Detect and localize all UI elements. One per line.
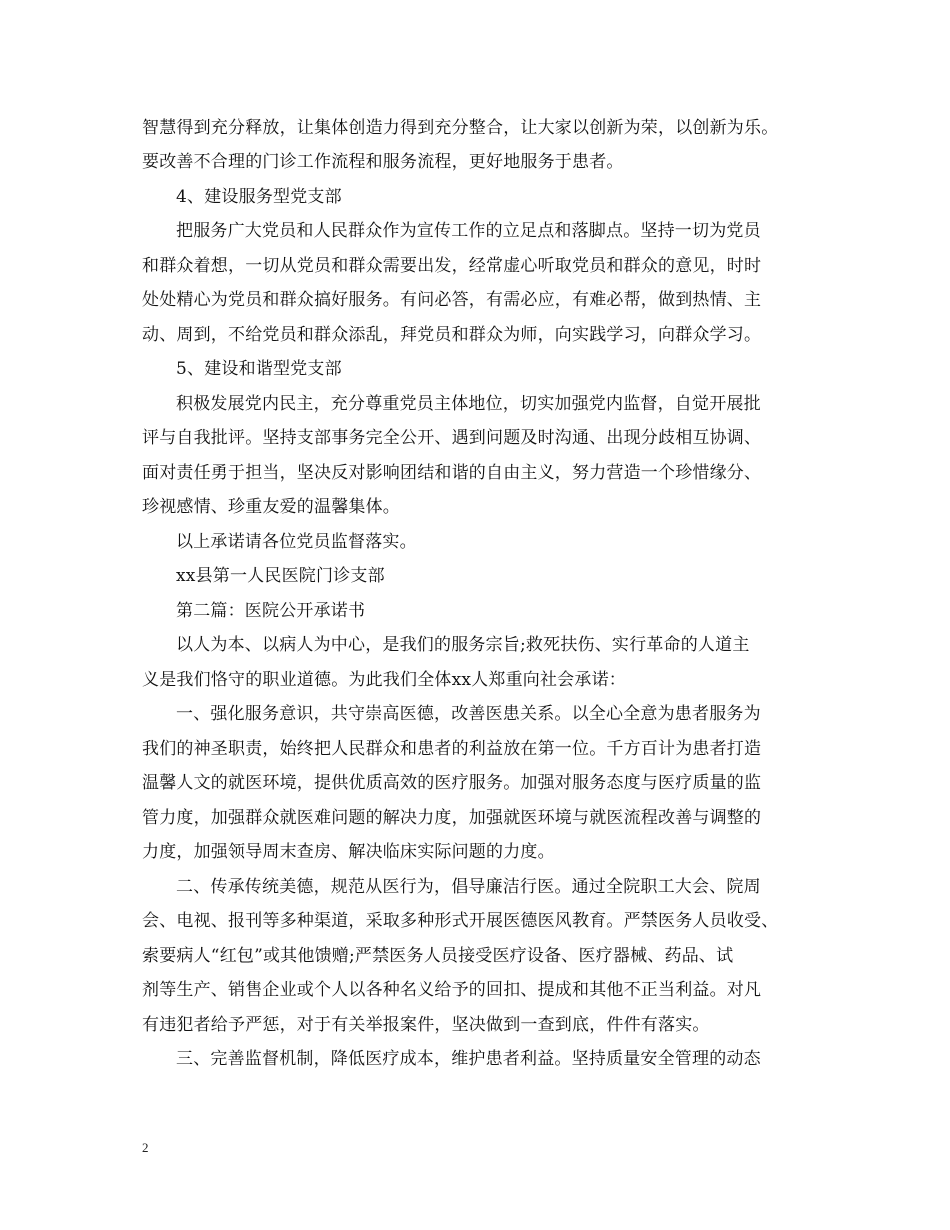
text-line: 索要病人“红包”或其他馈赠;严禁医务人员接受医疗设备、医疗器械、药品、试 <box>142 946 734 966</box>
section-heading: 第二篇：医院公开承诺书 <box>176 601 366 621</box>
text-line: 动、周到，不给党员和群众添乱，拜党员和群众为师，向实践学习，向群众学习。 <box>142 325 762 345</box>
text-line: 力度，加强领导周末查房、解决临床实际问题的力度。 <box>142 842 555 862</box>
text-line: 温馨人文的就医环境，提供优质高效的医疗服务。加强对服务态度与医疗质量的监 <box>142 773 762 793</box>
text-line: 义是我们恪守的职业道德。为此我们全体xx人郑重向社会承诺： <box>142 670 626 690</box>
text-line: 珍视感情、珍重友爱的温馨集体。 <box>142 497 400 517</box>
text-line: 面对责任勇于担当，坚决反对影响团结和谐的自由主义，努力营造一个珍惜缘分、 <box>142 463 762 483</box>
page-number: 2 <box>142 1140 149 1155</box>
text-line: 一、强化服务意识，共守崇高医德，改善医患关系。以全心全意为患者服务为 <box>176 704 761 724</box>
section-heading: 5、建设和谐型党支部 <box>176 359 342 379</box>
text-line: 有违犯者给予严惩，对于有关举报案件，坚决做到一查到底，件件有落实。 <box>142 1015 710 1035</box>
text-line: 三、完善监督机制，降低医疗成本，维护患者利益。坚持质量安全管理的动态 <box>176 1049 761 1069</box>
text-line: 二、传承传统美德，规范从医行为，倡导廉洁行医。通过全院职工大会、院周 <box>176 877 761 897</box>
text-line: 我们的神圣职责，始终把人民群众和患者的利益放在第一位。千方百计为患者打造 <box>142 739 762 759</box>
text-line: 处处精心为党员和群众搞好服务。有问必答，有需必应，有难必帮，做到热情、主 <box>142 290 762 310</box>
text-line: 以人为本、以病人为中心，是我们的服务宗旨;救死扶伤、实行革命的人道主 <box>176 635 750 655</box>
text-line: 把服务广大党员和人民群众作为宣传工作的立足点和落脚点。坚持一切为党员 <box>176 221 761 241</box>
text-line: 和群众着想，一切从党员和群众需要出发，经常虚心听取党员和群众的意见，时时 <box>142 256 762 276</box>
text-line: 智慧得到充分释放，让集体创造力得到充分整合，让大家以创新为荣，以创新为乐。 <box>142 118 779 138</box>
text-line: 以上承诺请各位党员监督落实。 <box>176 532 417 552</box>
text-line: 评与自我批评。坚持支部事务完全公开、遇到问题及时沟通、出现分歧相互协调、 <box>142 428 762 448</box>
text-line: 会、电视、报刊等多种渠道，采取多种形式开展医德医风教育。严禁医务人员收受、 <box>142 911 779 931</box>
text-line: 要改善不合理的门诊工作流程和服务流程，更好地服务于患者。 <box>142 152 624 172</box>
text-line: 积极发展党内民主，充分尊重党员主体地位，切实加强党内监督，自觉开展批 <box>176 394 761 414</box>
text-line: 剂等生产、销售企业或个人以各种名义给予的回扣、提成和其他不正当利益。对凡 <box>142 980 762 1000</box>
text-line: 管力度，加强群众就医难问题的解决力度，加强就医环境与就医流程改善与调整的 <box>142 808 762 828</box>
signature-line: xx县第一人民医院门诊支部 <box>176 566 385 586</box>
section-heading: 4、建设服务型党支部 <box>176 187 342 207</box>
